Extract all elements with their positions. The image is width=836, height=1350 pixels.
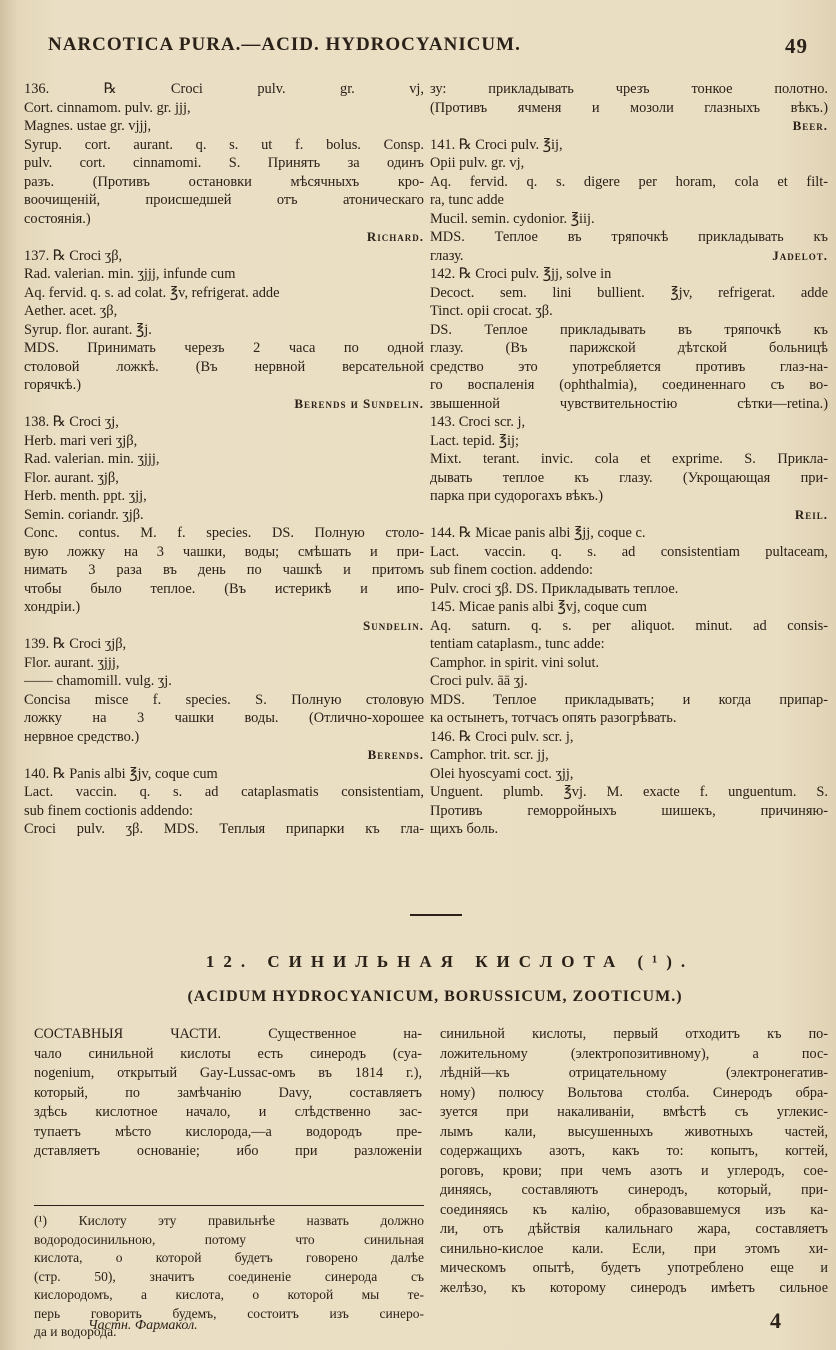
recipe-line: нервное средство.) [24,728,140,745]
recipe-line: Aq. fervid. q. s. digere per horam, cola et filt- [430,173,828,190]
page-number: 49 [785,34,808,58]
footnote-line: да и водорода. [34,1324,117,1339]
recipe-line: Tinct. opii crocat. ʒβ. [430,303,553,319]
recipe-line: дывать теплое къ глазу. (Укрощающая при- [430,469,828,486]
recipe-line-text: глазу. [430,247,464,264]
body-text-right [440,1025,828,1298]
recipe-line: 143. Croci scr. j, [430,414,526,430]
recipe-line: 138. ℞ Croci ʒj, [24,414,119,430]
recipe-line: го воспаленія (ophthalmia), соединеннаго съ во- [430,377,828,393]
body-line: лымъ кали, высушенныхъ животныхъ частей, [440,1123,828,1140]
recipe-line: 137. ℞ Croci ʒβ, [24,247,123,264]
body-line: СОСТАВНЫЯ ЧАСТИ. Существенное на- [34,1026,422,1042]
body-line: ложительному (электропозитивному), а пос- [440,1045,828,1062]
footnote-line: кислота, о которой будетъ говорено далѣе [34,1250,424,1265]
body-line: мическомъ опытѣ, будетъ употреблено еще и [440,1260,828,1276]
recipe-line: Herb. menth. ppt. ʒjj, [24,488,147,504]
recipe-line: Rad. valerian. min. ʒjjj, infunde cum [24,266,236,282]
recipe-line: Lact. vaccin. q. s. ad cataplasmatis consistentiam, [24,784,424,800]
recipe-line: Syrup. cort. aurant. q. s. ut f. bolus. Consp. [24,136,424,153]
body-line: содержащихъ азотъ, какъ то: копытъ, когтей, [440,1143,828,1159]
body-line: синильно-кислое кали. Если, при этомъ хи- [440,1240,828,1257]
recipe-line: 141. ℞ Croci pulv. ℥ij, [430,136,563,153]
recipe-line: Aether. acet. ʒβ, [24,303,118,319]
right-recipe-column [430,80,828,839]
recipe-line: состоянія.) [24,210,91,227]
recipe-line: Cort. cinnamom. pulv. gr. jjj, [24,99,191,116]
recipe-author: Berends. [367,747,424,762]
recipe-line: Concisa misce f. species. S. Полную столовую [24,691,424,708]
left-recipe-column [24,80,424,839]
recipe-line: Mucil. semin. cydonior. ℥iij. [430,210,595,227]
recipe-line: Flor. aurant. ʒjβ, [24,469,119,486]
body-line: здѣсь кислотное начало, и слѣдственно зас- [34,1104,422,1120]
recipe-line: —— chamomill. vulg. ʒj. [24,673,172,689]
recipe-line: Lact. tepid. ℥ij; [430,432,520,449]
footnote-line: кислородомъ, а кислота, о которой мы те- [34,1287,424,1302]
body-line: дставляетъ основаніе; ибо при разложеніи [34,1143,422,1159]
body-line: чало синильной кислоты есть синеродъ (cya- [34,1045,422,1062]
recipe-line: хондріи.) [24,599,81,615]
body-text-left [34,1025,422,1162]
section-subtitle: (ACIDUM HYDROCYANICUM, BORUSSICUM, ZOOTICUM.) [187,988,683,1005]
recipe-line: Semin. coriandr. ʒjβ. [24,506,144,523]
recipe-line: Opii pulv. gr. vj, [430,155,525,171]
recipe-author: Sundelin. [363,617,424,633]
recipe-line: 136. ℞ Croci pulv. gr. vj, [24,81,424,97]
recipe-author: Richard. [366,229,424,244]
recipe-line: 146. ℞ Croci pulv. scr. j, [430,728,574,745]
recipe-line: средство это употребляется противъ глаз-на- [430,358,828,375]
recipe-line: (Противъ ячменя и мозоли глазныхъ вѣкъ.) [430,99,828,116]
recipe-line: Decoct. sem. lini bullient. ℥jv, refrigerat. adde [430,284,828,301]
recipe-line: парка при судорогахъ вѣкъ.) [430,488,604,504]
body-line: синильной кислоты, первый отходитъ къ по- [440,1026,828,1042]
recipe-line: Mixt. terant. invic. cola et exprime. S. Прикла- [430,451,828,467]
footnote-line: перь говорить будемъ, состоитъ изъ синеро- [34,1305,424,1321]
recipe-line: sub finem coction. addendo: [430,562,594,578]
recipe-line: Croci pulv. ʒβ. MDS. Теплыя припарки къ гла- [24,821,424,837]
body-line: желѣзо, къ которому синеродъ имѣетъ сильное [440,1279,828,1296]
body-line: соединяясь къ калію, образовавшемуся изъ ка- [440,1201,828,1218]
recipe-line: глазу. (Въ парижской дѣтской больницѣ [430,340,828,356]
recipe-line: DS. Теплое прикладывать въ тряпочкѣ къ [430,321,828,338]
recipe-line: Syrup. flor. aurant. ℥j. [24,321,152,338]
recipe-line: Unguent. plumb. ℥vj. M. exacte f. unguentum. S. [430,784,828,800]
recipe-line: ка остынетъ, тотчасъ опять разогрѣвать. [430,710,677,726]
recipe-line: щихъ боль. [430,821,499,837]
recipe-author: Beer. [792,118,828,133]
recipe-line: Lact. vaccin. q. s. ad consistentiam pultaceam, [430,543,828,560]
section-title: 12. СИНИЛЬНАЯ КИСЛОТА (¹). [205,952,695,971]
recipe-line: Camphor. in spirit. vini solut. [430,654,600,671]
recipe-line: столовой ложкѣ. (Въ нервной версательной [24,358,424,375]
recipe-line: Conc. contus. M. f. species. DS. Полную столо- [24,525,424,541]
section-divider [410,912,462,918]
recipe-line: Rad. valerian. min. ʒjjj, [24,451,160,467]
body-line: ли, отъ дѣйствія калильнаго жара, составляетъ [440,1221,828,1237]
recipe-line: вую ложку на 3 чашки, воды; смѣшать и при- [24,543,424,560]
recipe-line: Aq. saturn. q. s. per aliquot. minut. ad consis- [430,617,828,634]
recipe-line: Camphor. trit. scr. jj, [430,747,549,763]
recipe-line: tentiam cataplasm., tunc adde: [430,636,605,652]
recipe-line [430,247,828,266]
recipe-line: разъ. (Противъ остановки мѣсячныхъ кро- [24,173,424,190]
recipe-line: чтобы было теплое. (Въ истерикѣ и ипо- [24,580,424,597]
body-line: лѣдній—къ отрицательному (электронегатив- [440,1065,828,1081]
footnote-line: (стр. 50), значитъ соединеніе синерода съ [34,1268,424,1284]
recipe-author: Jadelot. [772,247,828,263]
recipe-line: звышенной чувствительностію сѣтки—retina.) [430,395,828,412]
body-line: тупаетъ мѣсто кислорода,—а водородъ пре- [34,1123,422,1140]
recipe-line: Flor. aurant. ʒjjj, [24,654,120,671]
body-line: роговъ, крови; при чемъ азотъ и углеродъ, сое- [440,1162,828,1179]
footer-signature: Частн. Фармакол. [88,1318,198,1333]
body-line: ному) полюсу Вольтова столба. Синеродъ обра- [440,1084,828,1101]
running-header [28,34,808,62]
footer-sheet-number: 4 [770,1308,781,1333]
recipe-line: ra, tunc adde [430,192,504,208]
recipe-line: зу: прикладывать чрезъ тонкое полотно. [430,81,828,97]
footnote-line: водородосинильною, потому что синильная [34,1231,424,1247]
recipe-line: 144. ℞ Micae panis albi ℥jj, coque c. [430,525,646,541]
recipe-line: pulv. cort. cinnamomi. S. Принять за одинъ [24,155,424,171]
footnote-line: (¹) Кислоту эту правильнѣе назвать должно [34,1213,424,1228]
recipe-line: 140. ℞ Panis albi ℥jv, coque cum [24,765,218,782]
recipe-author: Reil. [794,506,828,522]
recipe-line: горячкѣ.) [24,377,81,393]
recipe-line: Pulv. croci ʒβ. DS. Прикладывать теплое. [430,580,679,597]
body-line: nogenium, открытый Gay-Lussac-омъ въ 1814 г.), [34,1065,422,1081]
recipe-line: Aq. fervid. q. s. ad colat. ℥v, refrigerat. adde [24,284,280,301]
recipe-line: 142. ℞ Croci pulv. ℥jj, solve in [430,266,612,282]
recipe-line: Противъ геморройныхъ шишекъ, причиняю- [430,802,828,819]
recipe-line: 145. Micae panis albi ℥vj, coque cum [430,599,647,615]
recipe-line: нимать 3 раза въ день по чашкѣ и притомъ [24,562,424,578]
footnote-rule [34,1205,424,1206]
recipe-line: Croci pulv. āā ʒj. [430,673,528,689]
header-title: NARCOTICA PURA.—ACID. HYDROCYANICUM. [48,34,521,55]
recipe-line: Herb. mari veri ʒjβ, [24,432,138,449]
recipe-line: MDS. Принимать черезъ 2 часа по одной [24,340,424,356]
body-line: который, по замѣчанію Davy, составляетъ [34,1084,422,1101]
body-line: зуется при накаливаніи, вмѣстѣ съ углекис- [440,1104,828,1120]
recipe-line: Magnes. ustae gr. vjjj, [24,118,152,134]
recipe-line: sub finem coctionis addendo: [24,802,194,819]
recipe-line: MDS. Теплое въ тряпочкѣ прикладывать къ [430,229,828,245]
recipe-line: MDS. Теплое прикладывать; и когда припар- [430,691,828,708]
recipe-line: воочищеній, происшедшей отъ атоническаго [24,192,424,208]
recipe-author: Berends и Sundelin. [294,395,424,411]
recipe-line: Olei hyoscyami coct. ʒjj, [430,765,574,782]
body-line: диняясь, составляютъ синеродъ, который, при- [440,1182,828,1198]
recipe-line: ложку на 3 чашки воды. (Отлично-хорошее [24,710,424,726]
recipe-line: 139. ℞ Croci ʒjβ, [24,636,127,652]
